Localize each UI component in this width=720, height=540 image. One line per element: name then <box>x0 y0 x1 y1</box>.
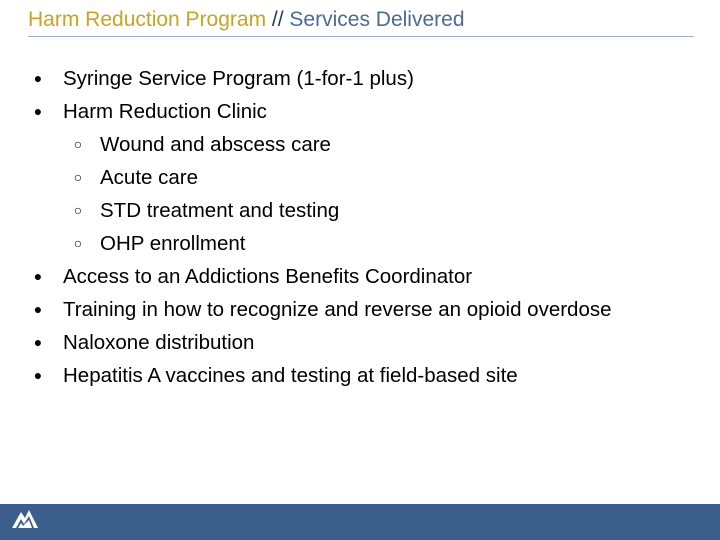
sub-list-item-text: Acute care <box>100 166 198 189</box>
list-item-text: Naloxone distribution <box>63 331 255 354</box>
bullet-dot: ● <box>33 367 43 383</box>
bullet-dot: ● <box>33 268 43 284</box>
list-item-text: Hepatitis A vaccines and testing at field-based site <box>63 364 518 387</box>
sub-list-item-text: STD treatment and testing <box>100 199 340 222</box>
list-item-text: Training in how to recognize and reverse an opioid overdose <box>63 298 612 321</box>
bullet-dot: ● <box>33 103 43 119</box>
list-item <box>28 260 668 293</box>
sub-list-item <box>28 227 668 260</box>
list-item-text: Access to an Addictions Benefits Coordinator <box>63 265 473 288</box>
bullet-circle: ○ <box>73 169 83 185</box>
bullet-dot: ● <box>33 334 43 350</box>
list-item <box>28 359 668 392</box>
footer-bar <box>0 504 720 540</box>
sub-list-item <box>28 128 668 161</box>
mountain-logo-icon <box>10 506 40 530</box>
sub-list-item-text: Wound and abscess care <box>100 133 331 156</box>
sub-list-item <box>28 194 668 227</box>
sub-list-item-text: OHP enrollment <box>100 232 246 255</box>
bullet-list <box>28 62 668 392</box>
title-separator: // <box>271 8 284 31</box>
sub-list-item <box>28 161 668 194</box>
bullet-circle: ○ <box>73 235 83 251</box>
list-item <box>28 95 668 128</box>
list-item <box>28 62 668 95</box>
title-bar <box>28 6 694 37</box>
list-item-text: Harm Reduction Clinic <box>63 100 267 123</box>
list-item <box>28 293 668 326</box>
title-sub: Services Delivered <box>283 8 465 31</box>
bullet-circle: ○ <box>73 136 83 152</box>
bullet-dot: ● <box>33 70 43 86</box>
bullet-dot: ● <box>33 301 43 317</box>
list-item-text: Syringe Service Program (1-for-1 plus) <box>63 67 414 90</box>
bullet-circle: ○ <box>73 202 83 218</box>
slide-title <box>28 7 465 33</box>
list-item <box>28 326 668 359</box>
title-main: Harm Reduction Program <box>28 8 272 31</box>
